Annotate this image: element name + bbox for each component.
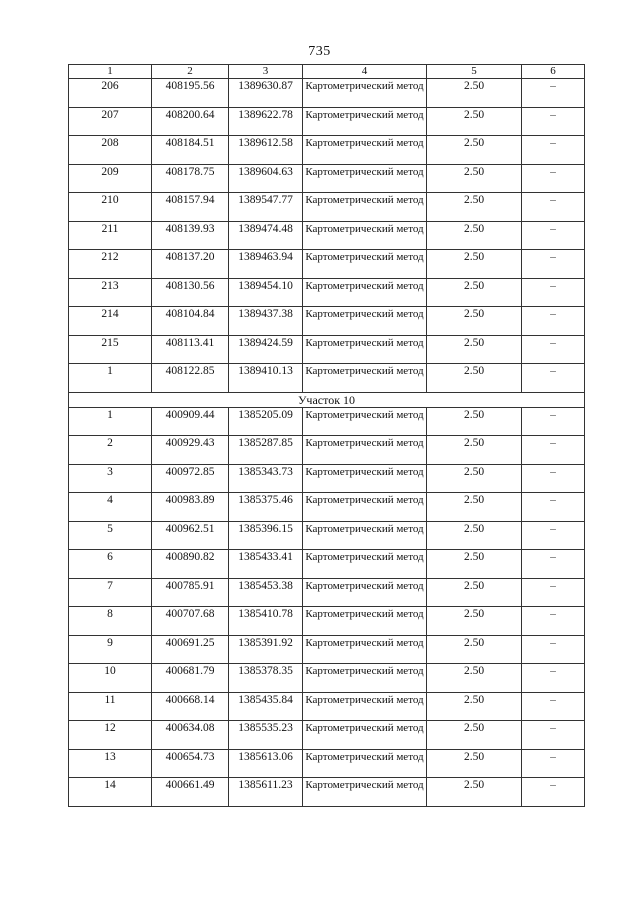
point-number-cell: 213 (69, 278, 152, 307)
point-number-cell: 2 (69, 436, 152, 465)
x-coordinate-cell: 400929.43 (152, 436, 229, 465)
method-cell: Картометрический метод (303, 136, 427, 165)
y-coordinate-cell: 1385535.23 (229, 721, 303, 750)
note-cell: – (522, 164, 585, 193)
header-cell: 5 (427, 65, 522, 79)
note-cell: – (522, 464, 585, 493)
point-number-cell: 6 (69, 550, 152, 579)
table-row (69, 550, 585, 579)
table-row (69, 721, 585, 750)
precision-cell: 2.50 (427, 521, 522, 550)
note-cell: – (522, 521, 585, 550)
point-number-cell: 212 (69, 250, 152, 279)
method-cell: Картометрический метод (303, 778, 427, 807)
precision-cell: 2.50 (427, 364, 522, 393)
point-number-cell: 207 (69, 107, 152, 136)
table-row (69, 278, 585, 307)
table-row (69, 493, 585, 522)
method-cell: Картометрический метод (303, 664, 427, 693)
x-coordinate-cell: 400668.14 (152, 692, 229, 721)
y-coordinate-cell: 1385375.46 (229, 493, 303, 522)
note-cell: – (522, 578, 585, 607)
table-row (69, 164, 585, 193)
method-cell: Картометрический метод (303, 493, 427, 522)
point-number-cell: 7 (69, 578, 152, 607)
point-number-cell: 3 (69, 464, 152, 493)
method-cell: Картометрический метод (303, 278, 427, 307)
note-cell: – (522, 493, 585, 522)
note-cell: – (522, 436, 585, 465)
method-cell: Картометрический метод (303, 464, 427, 493)
note-cell: – (522, 335, 585, 364)
precision-cell: 2.50 (427, 250, 522, 279)
precision-cell: 2.50 (427, 107, 522, 136)
note-cell: – (522, 550, 585, 579)
table-row (69, 364, 585, 393)
note-cell: – (522, 778, 585, 807)
table-row (69, 193, 585, 222)
precision-cell: 2.50 (427, 607, 522, 636)
header-cell: 6 (522, 65, 585, 79)
table-body (69, 65, 585, 807)
method-cell: Картометрический метод (303, 692, 427, 721)
point-number-cell: 13 (69, 749, 152, 778)
y-coordinate-cell: 1389437.38 (229, 307, 303, 336)
y-coordinate-cell: 1389463.94 (229, 250, 303, 279)
page-number: 735 (308, 44, 331, 59)
y-coordinate-cell: 1389604.63 (229, 164, 303, 193)
point-number-cell: 5 (69, 521, 152, 550)
y-coordinate-cell: 1385205.09 (229, 407, 303, 436)
precision-cell: 2.50 (427, 635, 522, 664)
x-coordinate-cell: 400890.82 (152, 550, 229, 579)
header-cell: 1 (69, 65, 152, 79)
precision-cell: 2.50 (427, 335, 522, 364)
table-row (69, 464, 585, 493)
table-row (69, 107, 585, 136)
method-cell: Картометрический метод (303, 79, 427, 108)
x-coordinate-cell: 408130.56 (152, 278, 229, 307)
precision-cell: 2.50 (427, 493, 522, 522)
method-cell: Картометрический метод (303, 221, 427, 250)
y-coordinate-cell: 1389612.58 (229, 136, 303, 165)
x-coordinate-cell: 400681.79 (152, 664, 229, 693)
x-coordinate-cell: 400909.44 (152, 407, 229, 436)
point-number-cell: 211 (69, 221, 152, 250)
x-coordinate-cell: 400972.85 (152, 464, 229, 493)
y-coordinate-cell: 1385613.06 (229, 749, 303, 778)
x-coordinate-cell: 400661.49 (152, 778, 229, 807)
point-number-cell: 215 (69, 335, 152, 364)
method-cell: Картометрический метод (303, 250, 427, 279)
header-cell: 4 (303, 65, 427, 79)
method-cell: Картометрический метод (303, 335, 427, 364)
y-coordinate-cell: 1389424.59 (229, 335, 303, 364)
table-row (69, 521, 585, 550)
precision-cell: 2.50 (427, 221, 522, 250)
y-coordinate-cell: 1389622.78 (229, 107, 303, 136)
y-coordinate-cell: 1385611.23 (229, 778, 303, 807)
table-row (69, 436, 585, 465)
point-number-cell: 214 (69, 307, 152, 336)
point-number-cell: 10 (69, 664, 152, 693)
precision-cell: 2.50 (427, 778, 522, 807)
method-cell: Картометрический метод (303, 721, 427, 750)
note-cell: – (522, 193, 585, 222)
x-coordinate-cell: 408200.64 (152, 107, 229, 136)
note-cell: – (522, 107, 585, 136)
precision-cell: 2.50 (427, 550, 522, 579)
x-coordinate-cell: 408113.41 (152, 335, 229, 364)
note-cell: – (522, 307, 585, 336)
note-cell: – (522, 721, 585, 750)
x-coordinate-cell: 408184.51 (152, 136, 229, 165)
method-cell: Картометрический метод (303, 607, 427, 636)
method-cell: Картометрический метод (303, 578, 427, 607)
note-cell: – (522, 749, 585, 778)
note-cell: – (522, 136, 585, 165)
precision-cell: 2.50 (427, 436, 522, 465)
point-number-cell: 12 (69, 721, 152, 750)
point-number-cell: 210 (69, 193, 152, 222)
note-cell: – (522, 79, 585, 108)
header-cell: 3 (229, 65, 303, 79)
note-cell: – (522, 221, 585, 250)
y-coordinate-cell: 1385378.35 (229, 664, 303, 693)
note-cell: – (522, 664, 585, 693)
y-coordinate-cell: 1389474.48 (229, 221, 303, 250)
point-number-cell: 1 (69, 407, 152, 436)
point-number-cell: 4 (69, 493, 152, 522)
method-cell: Картометрический метод (303, 407, 427, 436)
method-cell: Картометрический метод (303, 749, 427, 778)
method-cell: Картометрический метод (303, 107, 427, 136)
note-cell: – (522, 635, 585, 664)
x-coordinate-cell: 408157.94 (152, 193, 229, 222)
y-coordinate-cell: 1385435.84 (229, 692, 303, 721)
point-number-cell: 11 (69, 692, 152, 721)
note-cell: – (522, 607, 585, 636)
coordinates-table (68, 64, 585, 807)
table-row (69, 778, 585, 807)
y-coordinate-cell: 1389630.87 (229, 79, 303, 108)
y-coordinate-cell: 1385433.41 (229, 550, 303, 579)
precision-cell: 2.50 (427, 307, 522, 336)
x-coordinate-cell: 408139.93 (152, 221, 229, 250)
point-number-cell: 9 (69, 635, 152, 664)
method-cell: Картометрический метод (303, 436, 427, 465)
method-cell: Картометрический метод (303, 521, 427, 550)
y-coordinate-cell: 1385396.15 (229, 521, 303, 550)
x-coordinate-cell: 408137.20 (152, 250, 229, 279)
precision-cell: 2.50 (427, 692, 522, 721)
precision-cell: 2.50 (427, 79, 522, 108)
x-coordinate-cell: 408122.85 (152, 364, 229, 393)
precision-cell: 2.50 (427, 407, 522, 436)
method-cell: Картометрический метод (303, 550, 427, 579)
x-coordinate-cell: 400962.51 (152, 521, 229, 550)
precision-cell: 2.50 (427, 464, 522, 493)
method-cell: Картометрический метод (303, 635, 427, 664)
note-cell: – (522, 278, 585, 307)
table-row (69, 578, 585, 607)
y-coordinate-cell: 1385453.38 (229, 578, 303, 607)
table-header-row (69, 65, 585, 79)
y-coordinate-cell: 1389410.13 (229, 364, 303, 393)
table-row (69, 635, 585, 664)
table-row (69, 692, 585, 721)
table-row (69, 407, 585, 436)
table-row (69, 221, 585, 250)
point-number-cell: 208 (69, 136, 152, 165)
x-coordinate-cell: 408104.84 (152, 307, 229, 336)
point-number-cell: 14 (69, 778, 152, 807)
y-coordinate-cell: 1385410.78 (229, 607, 303, 636)
x-coordinate-cell: 400654.73 (152, 749, 229, 778)
header-cell: 2 (152, 65, 229, 79)
table-row (69, 136, 585, 165)
precision-cell: 2.50 (427, 664, 522, 693)
point-number-cell: 206 (69, 79, 152, 108)
point-number-cell: 209 (69, 164, 152, 193)
precision-cell: 2.50 (427, 164, 522, 193)
method-cell: Картометрический метод (303, 307, 427, 336)
note-cell: – (522, 250, 585, 279)
table-row (69, 307, 585, 336)
precision-cell: 2.50 (427, 136, 522, 165)
x-coordinate-cell: 400707.68 (152, 607, 229, 636)
note-cell: – (522, 364, 585, 393)
x-coordinate-cell: 400691.25 (152, 635, 229, 664)
point-number-cell: 8 (69, 607, 152, 636)
point-number-cell: 1 (69, 364, 152, 393)
table-row (69, 664, 585, 693)
x-coordinate-cell: 400983.89 (152, 493, 229, 522)
table-row (69, 250, 585, 279)
y-coordinate-cell: 1385287.85 (229, 436, 303, 465)
section-title: Участок 10 (69, 392, 585, 407)
y-coordinate-cell: 1389454.10 (229, 278, 303, 307)
table-row (69, 335, 585, 364)
method-cell: Картометрический метод (303, 364, 427, 393)
y-coordinate-cell: 1385343.73 (229, 464, 303, 493)
precision-cell: 2.50 (427, 278, 522, 307)
table-row (69, 607, 585, 636)
precision-cell: 2.50 (427, 721, 522, 750)
method-cell: Картометрический метод (303, 164, 427, 193)
y-coordinate-cell: 1385391.92 (229, 635, 303, 664)
precision-cell: 2.50 (427, 578, 522, 607)
y-coordinate-cell: 1389547.77 (229, 193, 303, 222)
x-coordinate-cell: 400634.08 (152, 721, 229, 750)
x-coordinate-cell: 408178.75 (152, 164, 229, 193)
table-row (69, 79, 585, 108)
precision-cell: 2.50 (427, 193, 522, 222)
note-cell: – (522, 407, 585, 436)
note-cell: – (522, 692, 585, 721)
table-row (69, 749, 585, 778)
method-cell: Картометрический метод (303, 193, 427, 222)
x-coordinate-cell: 408195.56 (152, 79, 229, 108)
x-coordinate-cell: 400785.91 (152, 578, 229, 607)
precision-cell: 2.50 (427, 749, 522, 778)
section-row (69, 392, 585, 407)
